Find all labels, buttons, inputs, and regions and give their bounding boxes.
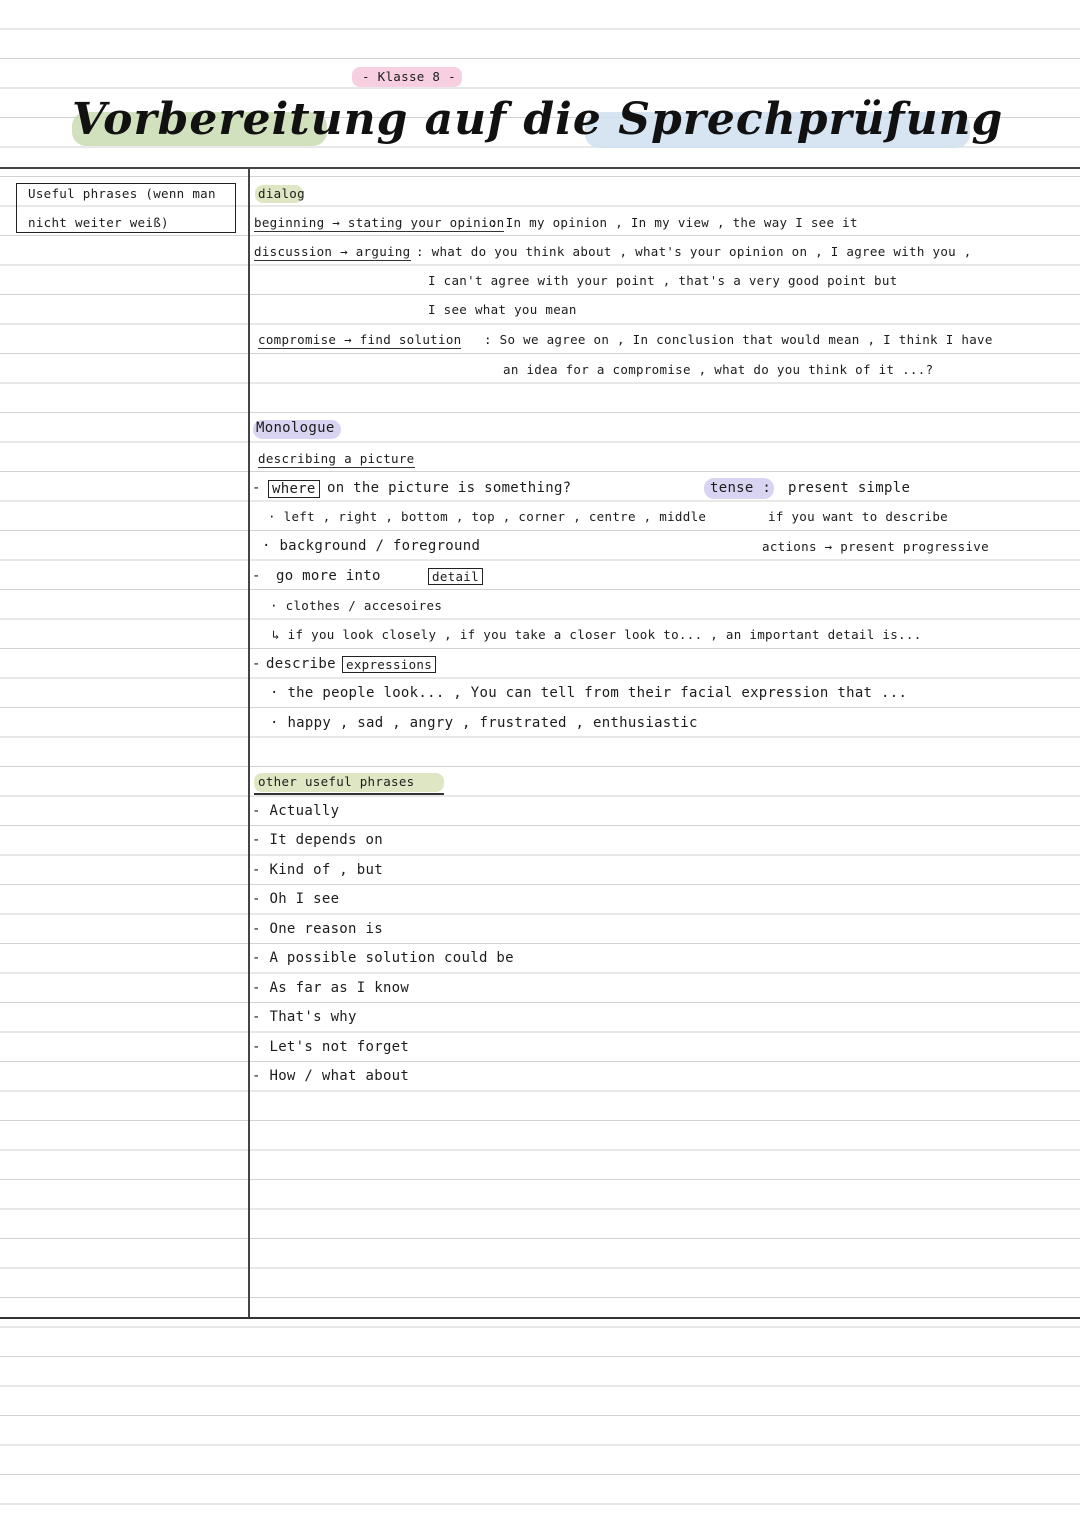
margin-line [248, 167, 250, 1317]
other-phrases-heading: other useful phrases [258, 774, 415, 789]
phrase-item: - Oh I see [252, 891, 340, 907]
beginning-label: beginning → stating your opinion [254, 215, 505, 230]
people-look-line: · the people look... , You can tell from their facial expression that ... [270, 685, 908, 701]
phrase-item: - Kind of , but [252, 862, 383, 878]
where-dash: - [252, 480, 261, 496]
go-more-into: go more into [276, 568, 381, 584]
phrase-item: - How / what about [252, 1068, 410, 1084]
compromise-line2: an idea for a compromise , what do you think of it ...? [503, 362, 934, 377]
beginning-text: : In my opinion , In my view , the way I see it [490, 215, 858, 230]
class-label: - Klasse 8 - [362, 69, 456, 84]
describe-label: describe [266, 656, 336, 672]
page-title: Vorbereitung auf die Sprechprüfung [72, 94, 1004, 145]
expressions-box: expressions [342, 656, 436, 673]
phrase-item: - As far as I know [252, 980, 410, 996]
where-box: where [268, 480, 320, 498]
bottom-divider [0, 1317, 1080, 1319]
describe-dash: - [252, 656, 261, 672]
dialog-heading: dialog [258, 186, 305, 201]
where-rest: on the picture is something? [327, 480, 572, 496]
tense-label: tense : [710, 480, 772, 496]
discussion-line3: I see what you mean [428, 302, 577, 317]
closely-line: ↳ if you look closely , if you take a closer look to... , an important detail is... [272, 627, 922, 642]
positions-list: · left , right , bottom , top , corner , centre , middle [268, 509, 707, 524]
phrase-item: - Actually [252, 803, 340, 819]
compromise-label: compromise → find solution [258, 332, 462, 347]
go-more-dash: - [252, 568, 261, 584]
detail-box: detail [428, 568, 483, 585]
discussion-line1: : what do you think about , what's your opinion on , I agree with you , [416, 244, 972, 259]
emotions-line: · happy , sad , angry , frustrated , enthusiastic [270, 715, 698, 731]
background-foreground: · background / foreground [262, 538, 481, 554]
phrase-item: - That's why [252, 1009, 357, 1025]
phrase-item: - It depends on [252, 832, 383, 848]
phrase-item: - A possible solution could be [252, 950, 514, 966]
monologue-heading: Monologue [256, 420, 335, 436]
phrase-item: - One reason is [252, 921, 383, 937]
tense-line1: present simple [788, 480, 911, 496]
phrase-item: - Let's not forget [252, 1039, 410, 1055]
clothes-line: · clothes / accesoires [270, 598, 443, 613]
discussion-line2: I can't agree with your point , that's a very good point but [428, 273, 898, 288]
monologue-subheading: describing a picture [258, 451, 415, 466]
sidebar-note-line2: nicht weiter weiß) [28, 215, 169, 230]
header-divider [0, 167, 1080, 169]
compromise-line1: : So we agree on , In conclusion that would mean , I think I have [484, 332, 993, 347]
tense-line3: actions → present progressive [762, 539, 989, 554]
sidebar-note-line1: Useful phrases (wenn man [28, 186, 216, 201]
discussion-label: discussion → arguing [254, 244, 411, 259]
tense-line2: if you want to describe [768, 509, 948, 524]
other-phrases-underline [254, 793, 444, 795]
